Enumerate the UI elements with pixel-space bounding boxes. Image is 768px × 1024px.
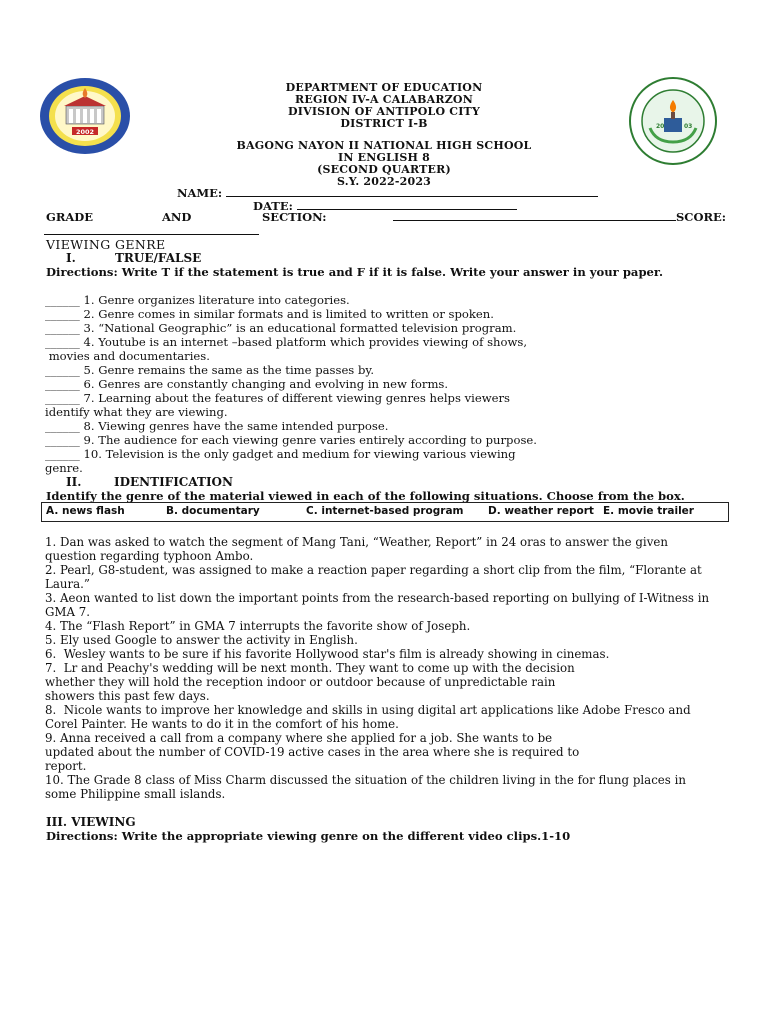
page-title: VIEWING GENRE (46, 237, 166, 252)
grade-label: GRADE (46, 210, 94, 224)
part3-heading: III. VIEWING (46, 815, 136, 829)
true-false-item: ______ 8. Viewing genres have the same intended purpose. (45, 419, 389, 433)
name-label: NAME: (177, 186, 223, 200)
quarter-line: (SECOND QUARTER) (317, 163, 451, 176)
score-blank[interactable] (44, 225, 259, 235)
identification-item: 3. Aeon wanted to list down the important points from the research-based reporting on bullying of I-Witness in GMA 7. (45, 591, 710, 619)
and-label: AND (162, 210, 192, 224)
choice-b: B. documentary (166, 505, 260, 517)
choice-a: A. news flash (46, 505, 125, 517)
identification-item: 9. Anna received a call from a company where she applied for a job. She wants to be updated about the number of COVID-19 active cases in the area where she is required to report. (45, 731, 580, 773)
identification-item: 1. Dan was asked to watch the segment of Mang Tani, “Weather, Report” in 24 oras to answer the given question regarding typhoon Ambo. (45, 535, 668, 563)
identification-item: 4. The “Flash Report” in GMA 7 interrupts the favorite show of Joseph. (45, 619, 471, 633)
section-label: SECTION: (262, 210, 327, 224)
true-false-item: ______ 4. Youtube is an internet –based platform which provides viewing of shows, movies and documentaries. (45, 335, 528, 363)
header-line-2: REGION IV-A CALABARZON (295, 93, 473, 106)
part1-heading: TRUE/FALSE (115, 251, 202, 265)
school-year: S.Y. 2022-2023 (336, 175, 432, 188)
identification-item: 7. Lr and Peachy's wedding will be next month. They want to come up with the decision whether they will hold the reception indoor or outdoor because of unpredictable rain showers this past few days. (45, 661, 575, 703)
identification-item: 5. Ely used Google to answer the activity in English. (45, 633, 358, 647)
choices-box (41, 502, 729, 522)
true-false-item: ______ 6. Genres are constantly changing and evolving in new forms. (45, 377, 449, 391)
true-false-item: ______ 5. Genre remains the same as the time passes by. (45, 363, 375, 377)
part2-heading: IDENTIFICATION (114, 475, 233, 489)
section-blank[interactable] (393, 210, 676, 221)
score-label: SCORE: (676, 210, 727, 224)
name-blank[interactable] (226, 196, 598, 197)
school-seal-year-left: 20 (656, 123, 665, 130)
true-false-item: ______ 9. The audience for each viewing genre varies entirely according to purpose. (45, 433, 537, 447)
header-line-1: DEPARTMENT OF EDUCATION (285, 81, 483, 94)
part2-directions: Identify the genre of the material viewed in each of the following situations. Choose from the box. (46, 489, 685, 503)
true-false-list (45, 293, 735, 475)
school-seal-year-right: 03 (684, 123, 693, 130)
header-line-3: DIVISION OF ANTIPOLO CITY (288, 105, 480, 118)
school-name: BAGONG NAYON II NATIONAL HIGH SCHOOL (236, 139, 532, 152)
part1-numeral: I. (66, 251, 76, 265)
identification-item: 10. The Grade 8 class of Miss Charm discussed the situation of the children living in the for flung places in some Philippine small islands. (45, 773, 686, 801)
identification-list (45, 535, 735, 801)
choice-e: E. movie trailer (603, 505, 694, 517)
true-false-item: ______ 3. “National Geographic” is an educational formatted television program. (45, 321, 517, 335)
name-field[interactable] (177, 186, 598, 200)
school-header (0, 140, 768, 188)
true-false-item: ______ 7. Learning about the features of different viewing genres helps viewers identify what they are viewing. (45, 391, 511, 419)
choice-d: D. weather report (488, 505, 594, 517)
choice-c: C. internet-based program (306, 505, 464, 517)
identification-item: 2. Pearl, G8-student, was assigned to make a reaction paper regarding a short clip from the film, “Florante at Laura.” (45, 563, 702, 591)
part1-directions: Directions: Write T if the statement is true and F if it is false. Write your answer in your paper. (46, 265, 664, 279)
deped-seal-year: 2002 (75, 128, 95, 136)
subject-line: IN ENGLISH 8 (338, 151, 430, 164)
true-false-item: ______ 1. Genre organizes literature into categories. (45, 293, 350, 307)
header-line-4: DISTRICT I-B (340, 117, 428, 130)
true-false-item: ______ 2. Genre comes in similar formats and is limited to written or spoken. (45, 307, 494, 321)
date-label: DATE: (253, 199, 293, 213)
part3-directions: Directions: Write the appropriate viewing genre on the different video clips.1-10 (46, 829, 571, 843)
true-false-item: ______ 10. Television is the only gadget and medium for viewing various viewing genre. (45, 447, 516, 475)
part2-numeral: II. (66, 475, 82, 489)
deped-header (0, 82, 768, 130)
identification-item: 8. Nicole wants to improve her knowledge and skills in using digital art applications like Adobe Fresco and Corel Painter. He wants to do it in the comfort of his home. (45, 703, 691, 731)
identification-item: 6. Wesley wants to be sure if his favorite Hollywood star's film is already showing in cinemas. (45, 647, 610, 661)
